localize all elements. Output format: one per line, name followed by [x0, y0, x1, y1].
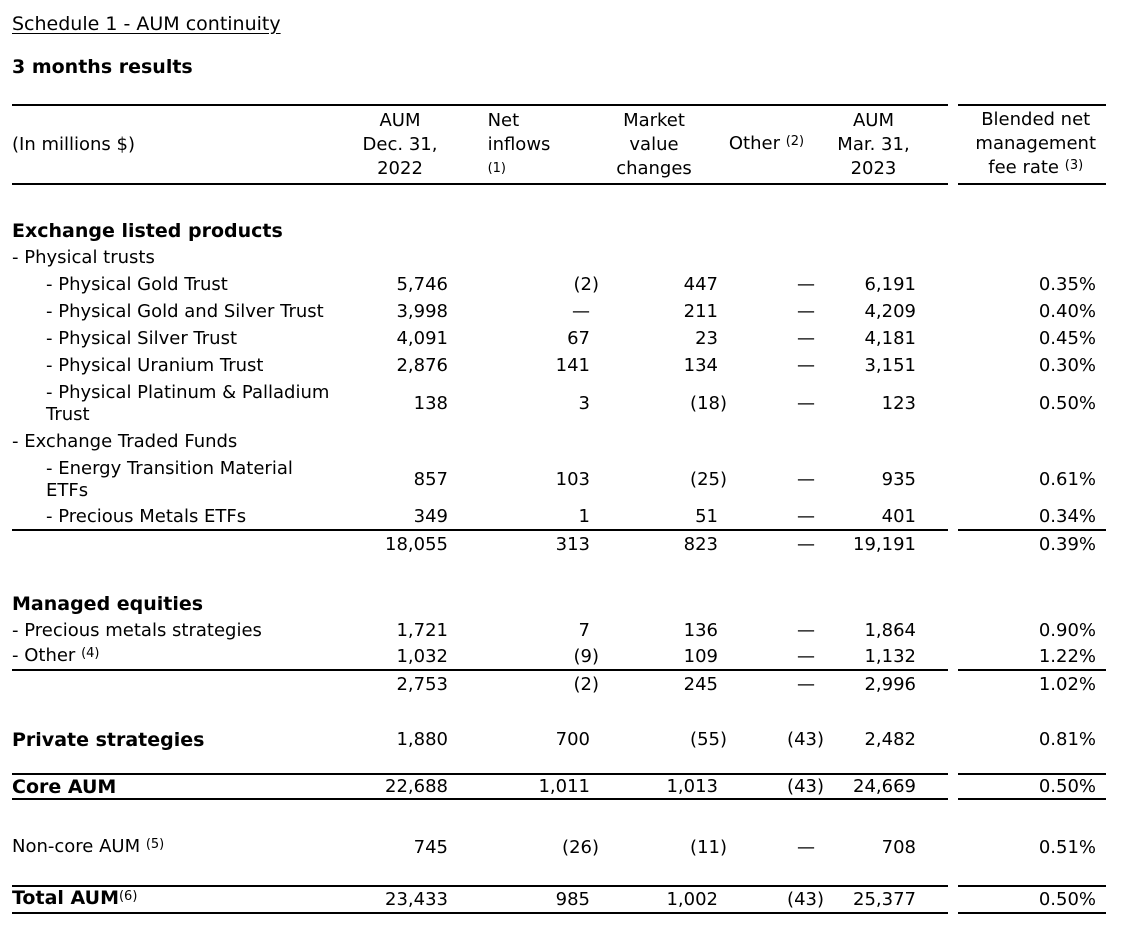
cell-value: 134 — [683, 354, 718, 376]
cell-value: 51 — [695, 505, 718, 527]
row-label: Private strategies — [12, 728, 205, 751]
cell-value: — — [797, 533, 815, 555]
cell-value: 1,864 — [864, 619, 916, 641]
row-subtotal — [12, 671, 1106, 698]
cell-market-value-changes — [590, 468, 727, 491]
row-label: - Physical Gold Trust — [46, 273, 228, 295]
cell-blended-net-management-fee-rate — [958, 352, 1106, 379]
cell-value: 1.22% — [1038, 646, 1096, 667]
cell-aum-mar-31-2023 — [815, 729, 948, 751]
cell-value: 5,746 — [396, 273, 448, 295]
row-spacer — [12, 861, 1106, 885]
aum-continuity-table — [12, 104, 1106, 914]
cell-value: 4,091 — [396, 327, 448, 349]
cell-other — [718, 888, 824, 911]
row-non-core-aum — [12, 834, 1106, 861]
row-physical-platinum-palladium-trust — [12, 379, 1106, 428]
cell-aum-mar-31-2023 — [815, 506, 948, 528]
row-exchange-traded-funds — [12, 428, 1106, 455]
row-main — [12, 455, 948, 504]
cell-blended-net-management-fee-rate — [958, 379, 1106, 428]
cell-value: 138 — [413, 392, 448, 414]
row-label: - Physical trusts — [12, 246, 155, 268]
cell-other — [718, 469, 815, 491]
cell-value: — — [797, 354, 815, 376]
cell-aum-dec-31-2022 — [352, 274, 448, 296]
cell-net-inflows — [448, 469, 590, 491]
cell-market-value-changes — [590, 274, 718, 296]
cell-aum-dec-31-2022 — [352, 301, 448, 323]
cell-value: 0.81% — [1038, 729, 1096, 750]
row-main — [12, 617, 948, 644]
cell-value: 7 — [578, 619, 590, 641]
cell-market-value-changes — [590, 728, 727, 751]
footnote-marker: (6) — [118, 889, 138, 904]
cell-value: 109 — [683, 645, 718, 667]
row-label: Total AUM$^{(6)}$ — [12, 887, 138, 909]
row-precious-metals-strategies — [12, 617, 1106, 644]
cell-net-inflows — [448, 506, 590, 528]
cell-value: 0.50% — [1038, 889, 1096, 910]
cell-net-inflows — [448, 355, 590, 377]
row-main — [12, 885, 948, 914]
cell-other — [718, 355, 815, 377]
cell-value: — — [797, 619, 815, 641]
cell-aum-mar-31-2023 — [815, 534, 948, 556]
row-label: - Exchange Traded Funds — [12, 430, 238, 452]
cell-value: 823 — [683, 533, 718, 555]
cell-value: 1,721 — [396, 619, 448, 641]
row-label: - Precious metals strategies — [12, 619, 262, 641]
cell-blended-net-management-fee-rate — [958, 455, 1106, 504]
table-header-row — [12, 104, 1106, 185]
row-private-strategies — [12, 726, 1106, 753]
cell-value: 67 — [567, 327, 590, 349]
cell-blended-net-management-fee-rate — [958, 244, 1106, 271]
row-main — [12, 590, 948, 617]
cell-blended-net-management-fee-rate — [958, 834, 1106, 861]
cell-other — [718, 506, 815, 528]
rule-gap — [948, 271, 958, 298]
row-main — [12, 773, 948, 800]
cell-value: — — [797, 273, 815, 295]
cell-value: 103 — [555, 468, 590, 490]
cell-aum-mar-31-2023 — [815, 274, 948, 296]
row-main — [12, 834, 948, 861]
row-label: - Physical Uranium Trust — [46, 354, 264, 376]
cell-value: 3 — [578, 392, 590, 414]
row-main — [12, 325, 948, 352]
cell-value: 349 — [413, 505, 448, 527]
cell-blended-net-management-fee-rate — [958, 644, 1106, 671]
cell-other — [718, 728, 824, 751]
row-label: - Physical Gold and Silver Trust — [46, 300, 324, 322]
cell-blended-net-management-fee-rate — [958, 531, 1106, 558]
footnote-marker: (2) — [785, 133, 805, 149]
rule-gap — [948, 726, 958, 753]
cell-market-value-changes — [590, 534, 718, 556]
cell-value: — — [797, 327, 815, 349]
cell-aum-mar-31-2023 — [815, 889, 948, 911]
rule-gap — [948, 352, 958, 379]
column-header-market-value-changes — [590, 109, 718, 181]
row-main — [12, 671, 948, 698]
rule-gap — [948, 644, 958, 671]
cell-value: 2,753 — [396, 673, 448, 695]
cell-value: 1.02% — [1038, 674, 1096, 695]
cell-net-inflows — [448, 776, 590, 798]
column-header-text: Blended net management fee rate $^{(3)}$ — [975, 108, 1096, 178]
row-main — [12, 379, 948, 428]
cell-value: 136 — [683, 619, 718, 641]
cell-value: 211 — [683, 300, 718, 322]
cell-value: (25) — [690, 468, 727, 490]
rule-gap — [948, 244, 958, 271]
column-header-text: Market value changes — [616, 109, 692, 179]
rule-gap — [948, 773, 958, 800]
row-physical-gold-trust — [12, 271, 1106, 298]
cell-aum-dec-31-2022 — [352, 355, 448, 377]
row-spacer — [12, 800, 1106, 834]
column-header-other — [718, 132, 815, 158]
cell-net-inflows — [448, 328, 590, 350]
cell-aum-dec-31-2022 — [352, 674, 448, 696]
cell-value: (43) — [787, 888, 824, 910]
cell-value: (55) — [690, 728, 727, 750]
cell-value: 2,996 — [864, 673, 916, 695]
rule-gap — [948, 455, 958, 504]
rule-gap — [948, 531, 958, 558]
row-physical-trusts — [12, 244, 1106, 271]
cell-net-inflows — [448, 301, 590, 323]
cell-net-inflows — [448, 534, 590, 556]
cell-value: 1,032 — [396, 645, 448, 667]
cell-blended-net-management-fee-rate — [958, 504, 1106, 531]
cell-net-inflows — [448, 645, 599, 668]
rule-gap — [948, 885, 958, 914]
cell-value: 0.51% — [1038, 837, 1096, 858]
cell-value: 23,433 — [385, 888, 448, 910]
cell-net-inflows — [448, 673, 599, 696]
row-label: - Physical Silver Trust — [46, 327, 238, 349]
row-spacer — [12, 753, 1106, 773]
cell-value: 1,132 — [864, 645, 916, 667]
cell-value: (9) — [573, 645, 599, 667]
cell-market-value-changes — [590, 646, 718, 668]
cell-value: — — [797, 673, 815, 695]
cell-market-value-changes — [590, 506, 718, 528]
page-subtitle: 3 months results — [12, 56, 193, 78]
cell-value: — — [797, 836, 815, 858]
cell-aum-dec-31-2022 — [352, 328, 448, 350]
cell-value: — — [797, 505, 815, 527]
cell-other — [718, 837, 815, 859]
row-label: Core AUM — [12, 775, 117, 798]
cell-value: 857 — [413, 468, 448, 490]
cell-value: 313 — [555, 533, 590, 555]
column-header-in-millions: (In millions $) — [12, 134, 135, 155]
cell-value: 0.30% — [1038, 355, 1096, 376]
cell-value: 985 — [555, 888, 590, 910]
cell-aum-mar-31-2023 — [815, 646, 948, 668]
cell-aum-mar-31-2023 — [815, 776, 948, 798]
cell-value: 23 — [695, 327, 718, 349]
cell-other — [718, 274, 815, 296]
rule-gap — [948, 217, 958, 244]
column-header-text: AUM Dec. 31, 2022 — [362, 109, 438, 179]
row-core-aum — [12, 773, 1106, 800]
cell-value: (2) — [573, 673, 599, 695]
footnote-marker: (5) — [145, 836, 165, 852]
cell-value: 0.61% — [1038, 469, 1096, 490]
rule-gap — [948, 325, 958, 352]
cell-value: 123 — [881, 392, 916, 414]
row-spacer — [12, 698, 1106, 726]
cell-value: 0.45% — [1038, 328, 1096, 349]
cell-value: 0.35% — [1038, 274, 1096, 295]
cell-market-value-changes — [590, 620, 718, 642]
footnote-marker: (4) — [81, 645, 100, 661]
row-physical-silver-trust — [12, 325, 1106, 352]
cell-value: 745 — [413, 836, 448, 858]
cell-aum-dec-31-2022 — [352, 393, 448, 415]
cell-blended-net-management-fee-rate — [958, 271, 1106, 298]
cell-value: 0.90% — [1038, 620, 1096, 641]
cell-value: 24,669 — [853, 775, 916, 797]
row-main — [12, 644, 948, 671]
cell-other — [718, 393, 815, 415]
cell-market-value-changes — [590, 328, 718, 350]
cell-blended-net-management-fee-rate — [958, 773, 1106, 800]
cell-other — [718, 646, 815, 668]
row-label: Managed equities — [12, 592, 204, 615]
row-physical-uranium-trust — [12, 352, 1106, 379]
cell-value: 2,482 — [864, 728, 916, 750]
cell-value: — — [797, 468, 815, 490]
cell-value: — — [797, 300, 815, 322]
row-total-aum — [12, 885, 1106, 914]
cell-aum-dec-31-2022 — [352, 889, 448, 911]
cell-aum-dec-31-2022 — [352, 620, 448, 642]
cell-value: 0.40% — [1038, 301, 1096, 322]
cell-value: 3,998 — [396, 300, 448, 322]
cell-aum-mar-31-2023 — [815, 674, 948, 696]
cell-market-value-changes — [590, 776, 718, 798]
row-managed-equities — [12, 590, 1106, 617]
cell-market-value-changes — [590, 355, 718, 377]
rule-gap — [948, 617, 958, 644]
cell-net-inflows — [448, 393, 590, 415]
rule-gap — [948, 298, 958, 325]
row-other — [12, 644, 1106, 671]
row-label: Non-core AUM $^{(5)}$ — [12, 835, 165, 857]
cell-value: (18) — [690, 392, 727, 414]
cell-aum-mar-31-2023 — [815, 355, 948, 377]
cell-other — [718, 775, 824, 798]
cell-value: 0.50% — [1038, 393, 1096, 414]
row-label: - Other $^{(4)}$ — [12, 644, 100, 666]
cell-blended-net-management-fee-rate — [958, 726, 1106, 753]
row-main — [12, 217, 948, 244]
table-header-main — [12, 104, 948, 185]
cell-blended-net-management-fee-rate — [958, 885, 1106, 914]
cell-aum-mar-31-2023 — [815, 328, 948, 350]
cell-aum-dec-31-2022 — [352, 534, 448, 556]
cell-value: 22,688 — [385, 775, 448, 797]
cell-other — [718, 328, 815, 350]
cell-value: 1,013 — [666, 775, 718, 797]
table-body — [12, 185, 1106, 914]
cell-value: 4,209 — [864, 300, 916, 322]
cell-blended-net-management-fee-rate — [958, 298, 1106, 325]
row-subtotal — [12, 531, 1106, 558]
cell-aum-dec-31-2022 — [352, 729, 448, 751]
cell-value: 0.39% — [1038, 534, 1096, 555]
footnote-marker: (1) — [487, 160, 506, 176]
cell-blended-net-management-fee-rate — [958, 325, 1106, 352]
cell-value: 700 — [555, 728, 590, 750]
cell-value: 935 — [881, 468, 916, 490]
cell-value: 1 — [578, 505, 590, 527]
table-header-fee — [958, 104, 1106, 185]
cell-market-value-changes — [590, 889, 718, 911]
cell-blended-net-management-fee-rate — [958, 428, 1106, 455]
cell-value: (11) — [690, 836, 727, 858]
column-header-text: AUM Mar. 31, 2023 — [837, 109, 910, 179]
rule-gap — [948, 590, 958, 617]
cell-aum-mar-31-2023 — [815, 837, 948, 859]
cell-net-inflows — [448, 729, 590, 751]
column-header-text: Other $^{(2)}$ — [728, 132, 805, 154]
cell-aum-dec-31-2022 — [352, 506, 448, 528]
cell-value: 0.34% — [1038, 506, 1096, 527]
column-header-aum-dec-31-2022 — [352, 109, 448, 181]
row-main — [12, 271, 948, 298]
cell-value: 708 — [881, 836, 916, 858]
cell-value: 19,191 — [853, 533, 916, 555]
row-energy-transition-material-etfs — [12, 455, 1106, 504]
cell-aum-dec-31-2022 — [352, 646, 448, 668]
cell-aum-mar-31-2023 — [815, 301, 948, 323]
cell-aum-mar-31-2023 — [815, 393, 948, 415]
cell-net-inflows — [448, 620, 590, 642]
cell-value: 1,002 — [666, 888, 718, 910]
row-spacer — [12, 558, 1106, 590]
cell-blended-net-management-fee-rate — [958, 671, 1106, 698]
row-label: - Physical Platinum & Palladium Trust — [46, 381, 330, 425]
cell-value: 447 — [683, 273, 718, 295]
rule-gap — [948, 671, 958, 698]
rule-gap — [948, 834, 958, 861]
cell-blended-net-management-fee-rate — [958, 217, 1106, 244]
cell-aum-dec-31-2022 — [352, 837, 448, 859]
cell-value: 141 — [555, 354, 590, 376]
cell-aum-mar-31-2023 — [815, 620, 948, 642]
cell-value: 4,181 — [864, 327, 916, 349]
row-label: - Precious Metals ETFs — [46, 505, 247, 527]
rule-gap — [948, 379, 958, 428]
header-rule-gap — [948, 104, 958, 185]
cell-value: — — [797, 392, 815, 414]
cell-value: 0.50% — [1038, 776, 1096, 797]
cell-value: 1,011 — [538, 775, 590, 797]
cell-value: 401 — [881, 505, 916, 527]
row-physical-gold-and-silver-trust — [12, 298, 1106, 325]
cell-net-inflows — [448, 836, 599, 859]
cell-value: 1,880 — [396, 728, 448, 750]
row-precious-metals-etfs — [12, 504, 1106, 531]
cell-value: — — [797, 645, 815, 667]
cell-value: 18,055 — [385, 533, 448, 555]
cell-value: 245 — [683, 673, 718, 695]
column-header-text: Net inflows (1) — [487, 109, 551, 176]
row-main — [12, 428, 948, 455]
row-main — [12, 298, 948, 325]
cell-market-value-changes — [590, 836, 727, 859]
row-main — [12, 726, 948, 753]
cell-value: 6,191 — [864, 273, 916, 295]
rule-gap — [948, 504, 958, 531]
cell-value: 2,876 — [396, 354, 448, 376]
cell-aum-mar-31-2023 — [815, 469, 948, 491]
footnote-marker: (3) — [1064, 157, 1084, 173]
cell-value: 3,151 — [864, 354, 916, 376]
cell-value: 25,377 — [853, 888, 916, 910]
cell-other — [718, 620, 815, 642]
row-main — [12, 504, 948, 531]
cell-aum-dec-31-2022 — [352, 469, 448, 491]
column-header-blended-net-management-fee-rate — [975, 108, 1096, 182]
cell-other — [718, 674, 815, 696]
page-title: Schedule 1 - AUM continuity — [12, 13, 281, 35]
cell-aum-dec-31-2022 — [352, 776, 448, 798]
cell-value: (26) — [562, 836, 599, 858]
cell-other — [718, 301, 815, 323]
row-label: Exchange listed products — [12, 219, 283, 242]
row-main — [12, 531, 948, 558]
cell-blended-net-management-fee-rate — [958, 617, 1106, 644]
cell-value: (2) — [573, 273, 599, 295]
cell-market-value-changes — [590, 674, 718, 696]
cell-value: — — [572, 300, 590, 322]
cell-value: (43) — [787, 775, 824, 797]
cell-blended-net-management-fee-rate — [958, 590, 1106, 617]
row-main — [12, 244, 948, 271]
row-label: - Energy Transition Material ETFs — [46, 457, 293, 501]
cell-other — [718, 534, 815, 556]
cell-net-inflows — [448, 273, 599, 296]
column-header-net-inflows — [448, 109, 590, 181]
cell-market-value-changes — [590, 301, 718, 323]
cell-market-value-changes — [590, 392, 727, 415]
rule-gap — [948, 428, 958, 455]
cell-net-inflows — [448, 889, 590, 911]
row-main — [12, 352, 948, 379]
row-exchange-listed-products — [12, 217, 1106, 244]
column-header-aum-mar-31-2023 — [815, 109, 948, 181]
cell-value: (43) — [787, 728, 824, 750]
